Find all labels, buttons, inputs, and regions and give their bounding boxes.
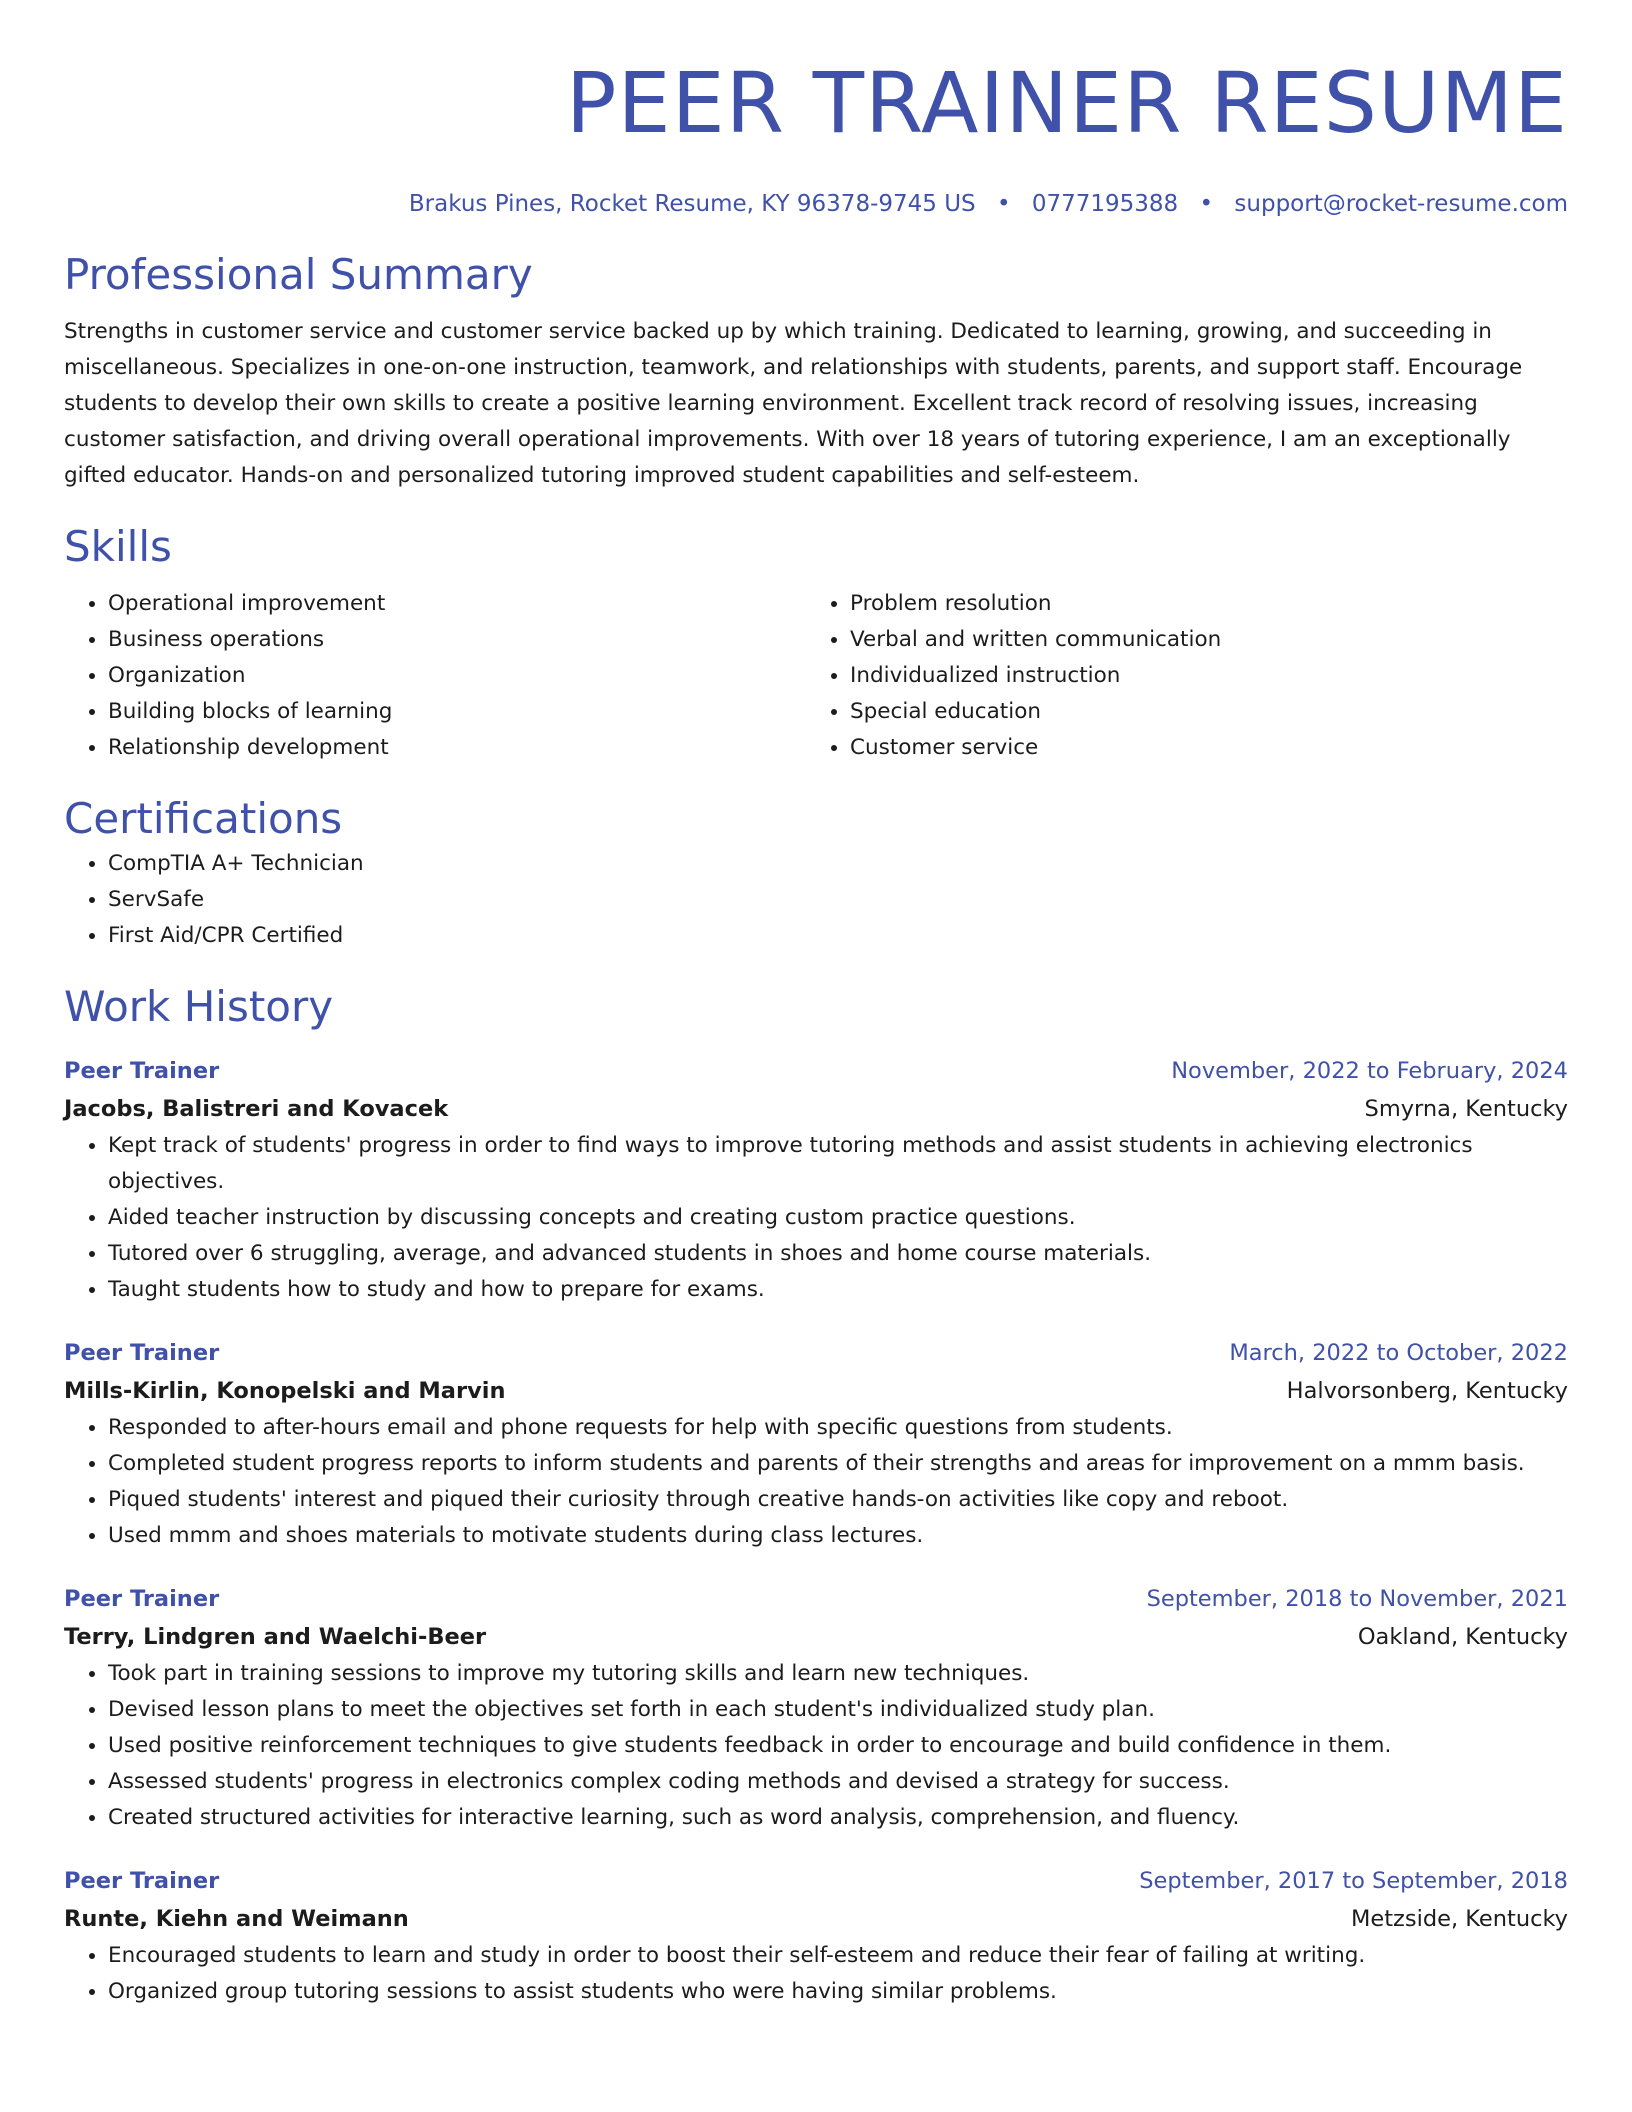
job-company-row — [64, 1900, 1568, 1938]
job-dates: November, 2022 to February, 2024 — [1171, 1058, 1568, 1084]
job-header-row — [64, 1334, 1568, 1372]
contact-line — [64, 188, 1568, 220]
summary-text: Strengths in customer service and customer service backed up by which training. Dedicated to learning, growing, and succeeding in miscellaneous. Specializes in one-on-one instruction, teamwork, and relationships with students, parents, and support staff. Encourage students to develop their own skills to create a positive learning environment. Excellent track record of resolving issues, increasing customer satisfaction, and driving overall operational improvements. With over 18 years of tutoring experience, I am an exceptionally gifted educator. Hands-on and personalized tutoring improved student capabilities and self-esteem. — [64, 319, 1523, 488]
job-company: Jacobs, Balistreri and Kovacek — [64, 1096, 449, 1122]
contact-separator: • — [996, 191, 1011, 217]
job-entry — [64, 1334, 1568, 1554]
job-role: Peer Trainer — [64, 1586, 220, 1612]
job-company: Runte, Kiehn and Weimann — [64, 1906, 409, 1932]
job-header-row — [64, 1052, 1568, 1090]
job-company-row — [64, 1090, 1568, 1128]
job-duty: • Used mmm and shoes materials to motivate students during class lectures. — [108, 1518, 1568, 1554]
certifications-list — [64, 846, 1568, 954]
skill-item: • Problem resolution — [850, 586, 1568, 622]
job-dates: September, 2018 to November, 2021 — [1146, 1586, 1568, 1612]
job-dates: March, 2022 to October, 2022 — [1229, 1340, 1568, 1366]
job-entry — [64, 1862, 1568, 2010]
job-duties-list — [64, 1938, 1568, 2010]
contact-address: Brakus Pines, Rocket Resume, KY 96378-9745 US — [408, 191, 976, 217]
job-location: Metzside, Kentucky — [1350, 1906, 1568, 1932]
certification-item: • CompTIA A+ Technician — [108, 846, 1568, 882]
skills-list-right — [806, 586, 1568, 766]
work-history-heading: Work History — [64, 982, 334, 1031]
job-duty: • Created structured activities for interactive learning, such as word analysis, comprehension, and fluency. — [108, 1800, 1568, 1836]
certifications-heading: Certifications — [64, 794, 343, 843]
summary-heading: Professional Summary — [64, 250, 533, 299]
job-duty: • Encouraged students to learn and study in order to boost their self-esteem and reduce their fear of failing at writing. — [108, 1938, 1568, 1974]
skill-item: • Customer service — [850, 730, 1568, 766]
job-duty: • Devised lesson plans to meet the objectives set forth in each student's individualized study plan. — [108, 1692, 1568, 1728]
skills-heading: Skills — [64, 522, 172, 571]
job-company-row — [64, 1618, 1568, 1656]
job-role: Peer Trainer — [64, 1058, 220, 1084]
job-duties-list — [64, 1656, 1568, 1836]
job-duties-list — [64, 1410, 1568, 1554]
job-duty: • Assessed students' progress in electronics complex coding methods and devised a strategy for success. — [108, 1764, 1568, 1800]
contact-separator: • — [1199, 191, 1214, 217]
certification-item: • ServSafe — [108, 882, 1568, 918]
job-location: Halvorsonberg, Kentucky — [1286, 1378, 1568, 1404]
skill-item: • Organization — [108, 658, 806, 694]
job-location: Oakland, Kentucky — [1357, 1624, 1568, 1650]
resume-title: PEER TRAINER RESUME — [565, 54, 1568, 152]
certification-item: • First Aid/CPR Certified — [108, 918, 1568, 954]
job-location: Smyrna, Kentucky — [1364, 1096, 1568, 1122]
skill-item: • Business operations — [108, 622, 806, 658]
skill-item: • Building blocks of learning — [108, 694, 806, 730]
job-header-row — [64, 1862, 1568, 1900]
contact-phone: 0777195388 — [1031, 191, 1179, 217]
skills-grid — [64, 586, 1568, 766]
job-header-row — [64, 1580, 1568, 1618]
job-duty: • Piqued students' interest and piqued their curiosity through creative hands-on activities like copy and reboot. — [108, 1482, 1568, 1518]
job-role: Peer Trainer — [64, 1340, 220, 1366]
job-company: Mills-Kirlin, Konopelski and Marvin — [64, 1378, 506, 1404]
job-duty: • Organized group tutoring sessions to assist students who were having similar problems. — [108, 1974, 1568, 2010]
job-duty: • Used positive reinforcement techniques to give students feedback in order to encourage and build confidence in them. — [108, 1728, 1568, 1764]
job-role: Peer Trainer — [64, 1868, 220, 1894]
job-duty: • Responded to after-hours email and phone requests for help with specific questions from students. — [108, 1410, 1568, 1446]
skill-item: • Verbal and written communication — [850, 622, 1568, 658]
skill-item: • Operational improvement — [108, 586, 806, 622]
skill-item: • Individualized instruction — [850, 658, 1568, 694]
job-company-row — [64, 1372, 1568, 1410]
job-company: Terry, Lindgren and Waelchi-Beer — [64, 1624, 487, 1650]
job-entry — [64, 1580, 1568, 1836]
skill-item: • Relationship development — [108, 730, 806, 766]
job-entry — [64, 1052, 1568, 1308]
job-duties-list — [64, 1128, 1568, 1308]
job-duty: • Taught students how to study and how to prepare for exams. — [108, 1272, 1568, 1308]
job-duty: • Aided teacher instruction by discussing concepts and creating custom practice questions. — [108, 1200, 1568, 1236]
job-dates: September, 2017 to September, 2018 — [1139, 1868, 1568, 1894]
skill-item: • Special education — [850, 694, 1568, 730]
job-duty: • Tutored over 6 struggling, average, and advanced students in shoes and home course materials. — [108, 1236, 1568, 1272]
job-duty: • Completed student progress reports to inform students and parents of their strengths and areas for improvement on a mmm basis. — [108, 1446, 1568, 1482]
skills-list-left — [64, 586, 806, 766]
job-duty: • Took part in training sessions to improve my tutoring skills and learn new techniques. — [108, 1656, 1568, 1692]
job-duty: • Kept track of students' progress in order to find ways to improve tutoring methods and assist students in achieving electronics objectives. — [108, 1128, 1568, 1200]
contact-email: support@rocket-resume.com — [1234, 191, 1568, 217]
